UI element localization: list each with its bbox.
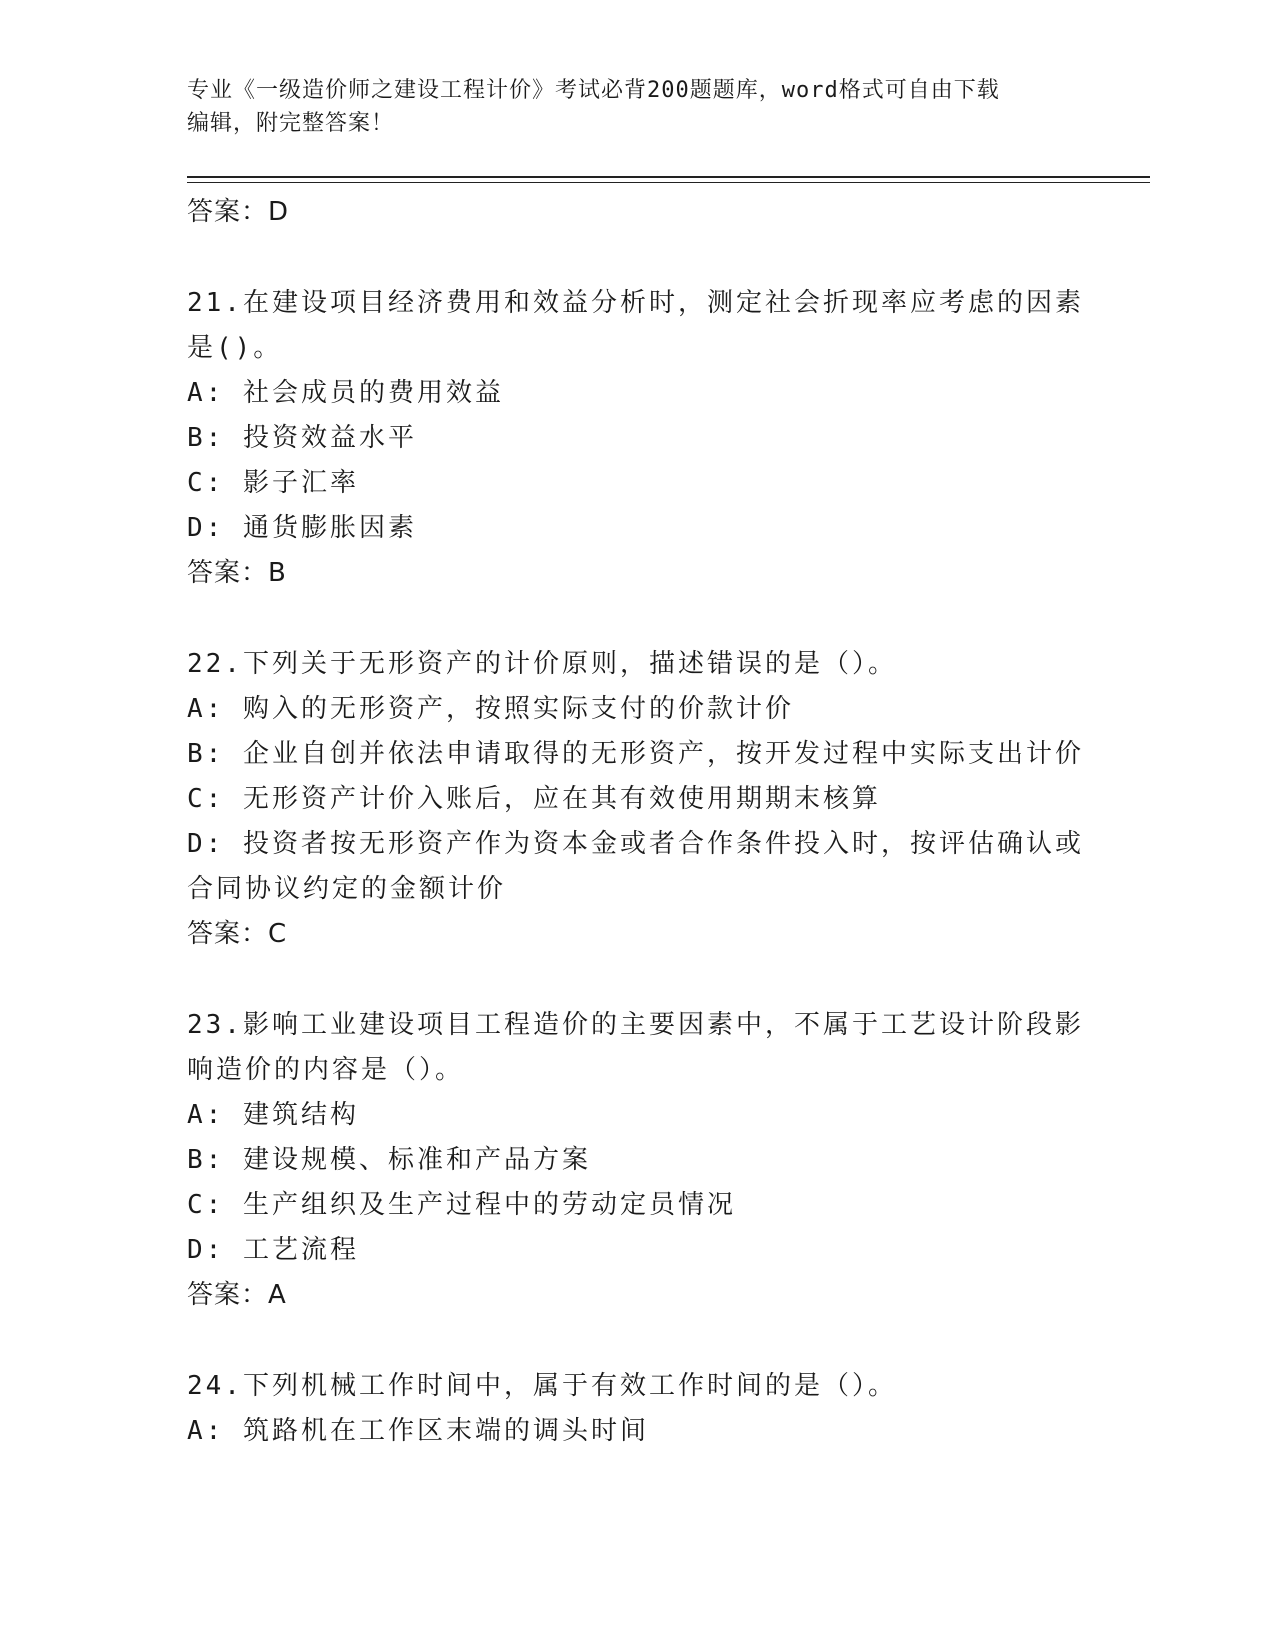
- option-a: A: 购入的无形资产，按照实际支付的价款计价: [187, 694, 794, 724]
- question-stem-cont: 是()。: [187, 333, 283, 363]
- question-stem-cont: 响造价的内容是（）。: [187, 1055, 465, 1085]
- header-line-1: 专业《一级造价师之建设工程计价》考试必背200题题库，word格式可自由下载: [187, 78, 1000, 103]
- question-stem: 24.下列机械工作时间中，属于有效工作时间的是（）。: [187, 1371, 897, 1401]
- question-24: [187, 1364, 1087, 1454]
- option-a: A: 社会成员的费用效益: [187, 378, 504, 408]
- header-divider-thick: [187, 176, 1150, 178]
- option-d: D: 工艺流程: [187, 1235, 359, 1265]
- question-stem: 22.下列关于无形资产的计价原则，描述错误的是（）。: [187, 649, 897, 679]
- question-stem: 23.影响工业建设项目工程造价的主要因素中，不属于工艺设计阶段影: [187, 1010, 1084, 1040]
- option-b: B: 投资效益水平: [187, 423, 417, 453]
- document-header: [187, 74, 1067, 140]
- option-b: B: 建设规模、标准和产品方案: [187, 1145, 591, 1175]
- option-c: C: 无形资产计价入账后，应在其有效使用期期末核算: [187, 784, 881, 814]
- header-line-2: 编辑，附完整答案！: [187, 111, 395, 136]
- option-d-cont: 合同协议约定的金额计价: [187, 874, 507, 904]
- question-21: [187, 281, 1087, 596]
- header-divider-thin: [187, 182, 1150, 183]
- option-b: B: 企业自创并依法申请取得的无形资产，按开发过程中实际支出计价: [187, 739, 1084, 769]
- answer: 答案：B: [187, 558, 287, 588]
- answer: 答案：A: [187, 1280, 287, 1310]
- option-a: A: 筑路机在工作区末端的调头时间: [187, 1416, 649, 1446]
- question-stem: 21.在建设项目经济费用和效益分析时，测定社会折现率应考虑的因素: [187, 288, 1084, 318]
- option-a: A: 建筑结构: [187, 1100, 359, 1130]
- question-23: [187, 1003, 1087, 1318]
- previous-answer: 答案：D: [187, 197, 290, 227]
- option-d: D: 通货膨胀因素: [187, 513, 417, 543]
- answer: 答案：C: [187, 919, 288, 949]
- option-d: D: 投资者按无形资产作为资本金或者合作条件投入时，按评估确认或: [187, 829, 1084, 859]
- option-c: C: 生产组织及生产过程中的劳动定员情况: [187, 1190, 736, 1220]
- option-c: C: 影子汇率: [187, 468, 359, 498]
- question-list: [187, 190, 1087, 1454]
- question-22: [187, 642, 1087, 957]
